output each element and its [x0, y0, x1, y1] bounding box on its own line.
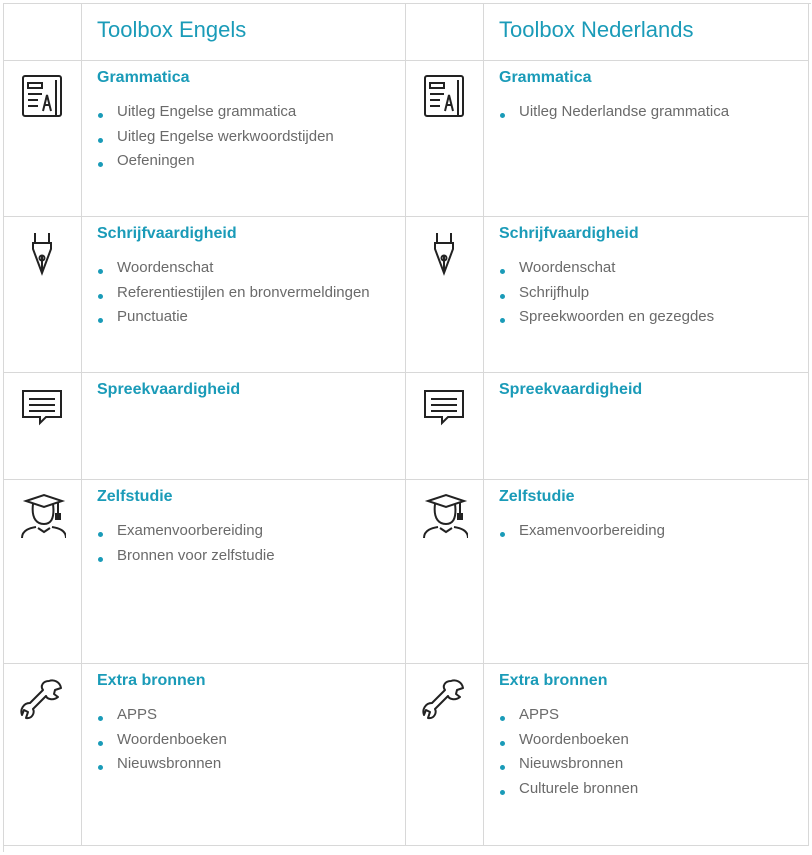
section-content	[82, 664, 406, 846]
list-item-label[interactable]: Bronnen voor zelfstudie	[117, 546, 275, 564]
column-header	[484, 4, 809, 61]
section-icon-cell	[406, 373, 484, 480]
section-icon-cell	[406, 217, 484, 373]
section-title-link[interactable]: Extra bronnen	[499, 672, 608, 689]
bullet-dot	[500, 765, 505, 770]
section-link-list	[97, 258, 370, 332]
bullet-dot	[98, 765, 103, 770]
section-title-link[interactable]: Schrijfvaardigheid	[97, 225, 237, 242]
bullet-dot	[500, 790, 505, 795]
bullet-dot	[98, 138, 103, 143]
list-item[interactable]	[97, 151, 334, 176]
list-item-label[interactable]: Woordenboeken	[117, 730, 227, 748]
section-title-link[interactable]: Spreekvaardigheid	[97, 381, 241, 398]
list-item[interactable]	[97, 705, 227, 730]
list-item-label[interactable]: Woordenschat	[519, 259, 616, 276]
bullet-dot	[500, 716, 505, 721]
list-item[interactable]	[499, 779, 638, 804]
list-item[interactable]	[97, 283, 370, 308]
list-item-label[interactable]: Nieuwsbronnen	[519, 755, 624, 772]
list-item[interactable]	[97, 307, 370, 332]
bullet-dot	[98, 318, 103, 323]
section-content	[82, 217, 406, 373]
list-item[interactable]	[97, 521, 275, 546]
bullet-dot	[98, 741, 103, 746]
section-content	[82, 61, 406, 217]
list-item[interactable]	[97, 102, 334, 127]
list-item-label[interactable]: Punctuatie	[117, 308, 188, 325]
section-icon-cell	[406, 61, 484, 217]
list-item[interactable]	[499, 258, 714, 283]
bullet-dot	[98, 269, 103, 274]
list-item[interactable]	[97, 546, 275, 571]
bullet-dot	[500, 318, 505, 323]
list-item-label[interactable]: Examenvoorbereiding	[519, 522, 665, 539]
section-title-link[interactable]: Zelfstudie	[97, 488, 173, 505]
list-item-label[interactable]: Oefeningen	[117, 152, 195, 169]
list-item[interactable]	[499, 705, 638, 730]
list-item-label[interactable]: Uitleg Nederlandse grammatica	[519, 103, 730, 120]
bullet-dot	[98, 716, 103, 721]
section-link-list	[499, 258, 714, 332]
list-item-label[interactable]: Woordenschat	[117, 259, 214, 276]
toolbox-title: Toolbox Nederlands	[499, 17, 694, 42]
list-item-label[interactable]: Nieuwsbronnen	[117, 755, 222, 772]
list-item[interactable]	[499, 521, 665, 546]
section-icon-cell	[4, 373, 82, 480]
section-content	[82, 373, 406, 480]
section-content	[484, 61, 809, 217]
list-item-label[interactable]: Schrijfhulp	[519, 283, 590, 301]
section-link-list	[97, 705, 227, 779]
list-item-label[interactable]: APPS	[519, 706, 560, 723]
column-header	[82, 4, 406, 61]
section-icon-cell	[4, 664, 82, 846]
bullet-dot	[500, 532, 505, 537]
bullet-dot	[500, 113, 505, 118]
section-link-list	[499, 521, 665, 546]
section-title-link[interactable]: Schrijfvaardigheid	[499, 225, 639, 242]
section-icon-cell	[4, 480, 82, 664]
list-item[interactable]	[499, 307, 714, 332]
header-icon-placeholder	[406, 4, 484, 61]
section-content	[484, 664, 809, 846]
bullet-dot	[500, 269, 505, 274]
section-icon-cell	[4, 217, 82, 373]
list-item-label[interactable]: Woordenboeken	[519, 730, 629, 748]
list-item-label[interactable]: Uitleg Engelse werkwoordstijden	[117, 127, 334, 145]
section-link-list	[499, 705, 638, 803]
section-content	[484, 480, 809, 664]
list-item-label[interactable]: Referentiestijlen en bronvermeldingen	[117, 283, 370, 301]
list-item[interactable]	[97, 754, 227, 779]
list-item[interactable]	[499, 730, 638, 755]
section-icon-cell	[406, 664, 484, 846]
section-link-list	[97, 102, 334, 176]
list-item[interactable]	[97, 127, 334, 152]
bullet-dot	[98, 557, 103, 562]
list-item[interactable]	[499, 283, 714, 308]
bullet-dot	[98, 532, 103, 537]
section-content	[82, 480, 406, 664]
section-title-link[interactable]: Spreekvaardigheid	[499, 381, 643, 398]
bullet-dot	[500, 294, 505, 299]
section-icon-cell	[4, 61, 82, 217]
toolbox-table	[3, 3, 811, 852]
section-title-link[interactable]: Extra bronnen	[97, 672, 206, 689]
list-item[interactable]	[499, 102, 729, 127]
bullet-dot	[98, 113, 103, 118]
bullet-dot	[500, 741, 505, 746]
section-link-list	[499, 102, 729, 127]
section-content	[484, 217, 809, 373]
section-link-list	[97, 521, 275, 570]
list-item-label[interactable]: APPS	[117, 706, 158, 723]
section-title-link[interactable]: Grammatica	[97, 69, 190, 86]
section-title-link[interactable]: Grammatica	[499, 69, 592, 86]
section-content	[484, 373, 809, 480]
list-item-label[interactable]: Culturele bronnen	[519, 779, 639, 797]
bullet-dot	[98, 294, 103, 299]
list-item-label[interactable]: Spreekwoorden en gezegdes	[519, 308, 715, 325]
header-icon-placeholder	[4, 4, 82, 61]
bullet-dot	[98, 162, 103, 167]
list-item[interactable]	[97, 730, 227, 755]
list-item[interactable]	[97, 258, 370, 283]
section-icon-cell	[406, 480, 484, 664]
section-title-link[interactable]: Zelfstudie	[499, 488, 575, 505]
toolbox-title: Toolbox Engels	[97, 17, 247, 42]
list-item-label[interactable]: Examenvoorbereiding	[117, 522, 263, 539]
list-item[interactable]	[499, 754, 638, 779]
list-item-label[interactable]: Uitleg Engelse grammatica	[117, 103, 297, 120]
